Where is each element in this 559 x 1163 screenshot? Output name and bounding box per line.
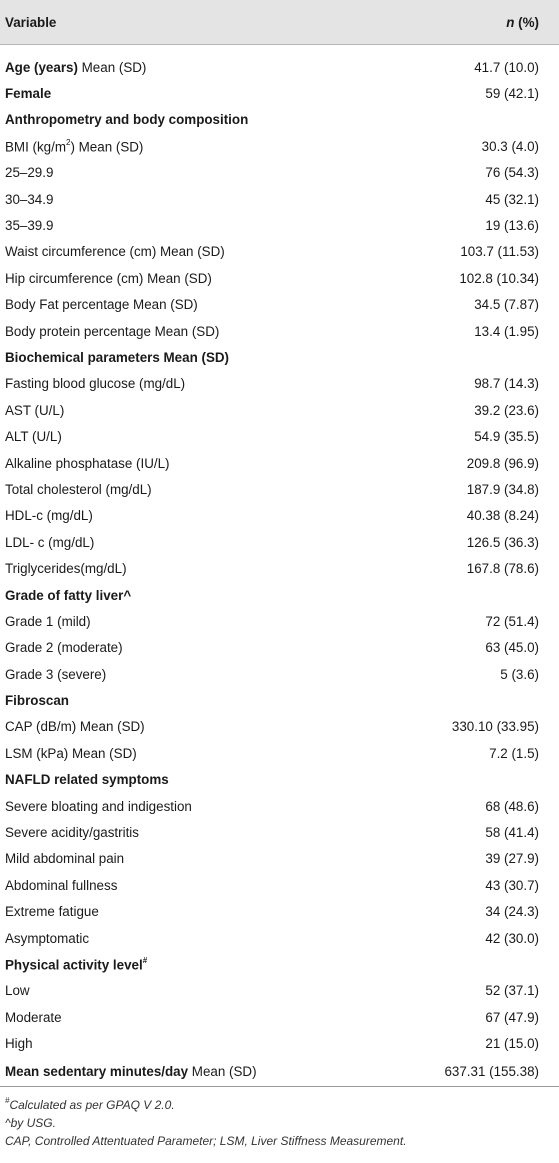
- row-value: 21 (15.0): [485, 1036, 539, 1052]
- row-label: Grade 1 (mild): [5, 613, 91, 629]
- row-label: Mild abdominal pain: [5, 851, 125, 867]
- row-label: Grade of fatty liver^: [5, 587, 132, 603]
- row-label: Fibroscan: [5, 693, 69, 709]
- row-value: 59 (42.1): [485, 86, 539, 102]
- row-value: 637.31 (155.38): [444, 1063, 539, 1079]
- footnote: ^by USG.: [5, 1115, 56, 1130]
- row-label: Total cholesterol (mg/dL): [5, 481, 152, 497]
- row-value: 19 (13.6): [485, 218, 539, 234]
- row-value: 39.2 (23.6): [474, 402, 539, 418]
- table-footnotes: [0, 1087, 559, 1150]
- table-row: [0, 635, 559, 661]
- table-row: [0, 740, 559, 766]
- table-row: [0, 450, 559, 476]
- table-row: [0, 793, 559, 819]
- row-value: 68 (48.6): [485, 798, 539, 814]
- table-row: [0, 529, 559, 555]
- footnote: #Calculated as per GPAQ V 2.0.: [5, 1095, 175, 1112]
- row-value: 43 (30.7): [485, 877, 539, 893]
- row-value: 40.38 (8.24): [466, 508, 539, 524]
- row-label: 35–39.9: [5, 218, 54, 234]
- row-label: AST (U/L): [5, 402, 65, 418]
- row-label: Severe acidity/gastritis: [5, 825, 139, 841]
- row-label: Body Fat percentage Mean (SD): [5, 297, 198, 313]
- row-value: 34 (24.3): [485, 904, 539, 920]
- row-label: Severe bloating and indigestion: [5, 798, 192, 814]
- table-row: [0, 899, 559, 925]
- row-label: Low: [5, 983, 30, 999]
- row-label: ALT (U/L): [5, 429, 62, 445]
- header-variable: Variable: [5, 14, 57, 30]
- row-value: 330.10 (33.95): [451, 719, 539, 735]
- row-label: LSM (kPa) Mean (SD): [5, 745, 137, 761]
- row-value: 72 (51.4): [485, 613, 539, 629]
- table-row: [0, 1004, 559, 1030]
- row-value: 103.7 (11.53): [460, 244, 539, 260]
- row-label: Body protein percentage Mean (SD): [5, 323, 220, 339]
- row-label: NAFLD related symptoms: [5, 772, 169, 788]
- table-row: [0, 714, 559, 740]
- row-label: CAP (dB/m) Mean (SD): [5, 719, 145, 735]
- row-value: 52 (37.1): [485, 983, 539, 999]
- table-row: [0, 186, 559, 212]
- row-label: Grade 2 (moderate): [5, 640, 123, 656]
- row-label: BMI $(kg/m^2)$ Mean (SD): [5, 137, 144, 155]
- table-header: [0, 0, 559, 45]
- table-row: [0, 476, 559, 502]
- row-label: Mean sedentary minutes/day Mean (SD): [5, 1063, 257, 1079]
- row-value: 63 (45.0): [485, 640, 539, 656]
- row-value: 39 (27.9): [485, 851, 539, 867]
- row-label: HDL-c (mg/dL): [5, 508, 93, 524]
- row-value: 30.3 (4.0): [481, 138, 539, 154]
- row-value: 98.7 (14.3): [474, 376, 539, 392]
- table-row: [0, 582, 559, 608]
- row-value: 45 (32.1): [485, 191, 539, 207]
- table-row: [0, 687, 559, 713]
- row-label: Triglycerides(mg/dL): [5, 561, 127, 577]
- row-value: 58 (41.4): [485, 825, 539, 841]
- row-value: 67 (47.9): [485, 1009, 539, 1025]
- row-value: 13.4 (1.95): [474, 323, 539, 339]
- row-label: Grade 3 (severe): [5, 666, 107, 682]
- table-row: [0, 1057, 559, 1087]
- table-row: [0, 978, 559, 1004]
- row-label: LDL- c (mg/dL): [5, 534, 95, 550]
- row-label: Moderate: [5, 1009, 62, 1025]
- table-row: [0, 54, 559, 80]
- table-row: [0, 397, 559, 423]
- row-label: Hip circumference (cm) Mean (SD): [5, 270, 212, 286]
- table-row: [0, 661, 559, 687]
- table-row: [0, 951, 559, 977]
- table-row: [0, 239, 559, 265]
- row-value: 54.9 (35.5): [474, 429, 539, 445]
- table-row: [0, 925, 559, 951]
- row-label: Biochemical parameters Mean (SD): [5, 349, 229, 365]
- row-label: Abdominal fullness: [5, 877, 118, 893]
- row-label: 25–29.9: [5, 165, 54, 181]
- row-value: 167.8 (78.6): [466, 561, 539, 577]
- row-label: Anthropometry and body composition: [5, 112, 249, 128]
- table-row: [0, 107, 559, 133]
- table-row: [0, 1030, 559, 1056]
- row-label: Asymptomatic: [5, 930, 90, 946]
- table-row: [0, 608, 559, 634]
- row-label: Extreme fatigue: [5, 904, 99, 920]
- table-row: [0, 767, 559, 793]
- row-label: 30–34.9: [5, 191, 54, 207]
- table-row: [0, 371, 559, 397]
- table-row: [0, 344, 559, 370]
- table-row: [0, 292, 559, 318]
- row-label: Physical activity level#: [5, 955, 148, 973]
- table-body: [0, 54, 559, 1087]
- table-row: [0, 846, 559, 872]
- table-row: [0, 80, 559, 106]
- table-row: [0, 160, 559, 186]
- table-row: [0, 133, 559, 159]
- row-value: 42 (30.0): [485, 930, 539, 946]
- row-value: 76 (54.3): [485, 165, 539, 181]
- row-label: Alkaline phosphatase (IU/L): [5, 455, 170, 471]
- footnote: CAP, Controlled Attentuated Parameter; LSM, Liver Stiffness Measurement.: [5, 1133, 407, 1148]
- row-value: 41.7 (10.0): [474, 59, 539, 75]
- row-value: 5 (3.6): [500, 666, 539, 682]
- table-row: [0, 212, 559, 238]
- row-value: 187.9 (34.8): [466, 481, 539, 497]
- table-row: [0, 318, 559, 344]
- table-row: [0, 872, 559, 898]
- row-value: 126.5 (36.3): [466, 534, 539, 550]
- table-row: [0, 555, 559, 581]
- row-label: Age (years) Mean (SD): [5, 59, 147, 75]
- row-value: 102.8 (10.34): [459, 270, 539, 286]
- row-label: Fasting blood glucose (mg/dL): [5, 376, 186, 392]
- table-row: [0, 503, 559, 529]
- table-row: [0, 819, 559, 845]
- row-value: 34.5 (7.87): [474, 297, 539, 313]
- row-label: High: [5, 1036, 33, 1052]
- table-row: [0, 423, 559, 449]
- row-value: 209.8 (96.9): [466, 455, 539, 471]
- row-label: Female: [5, 86, 52, 102]
- row-value: 7.2 (1.5): [489, 745, 539, 761]
- header-n-percent: n (%): [506, 14, 539, 30]
- table-row: [0, 265, 559, 291]
- row-label: Waist circumference (cm) Mean (SD): [5, 244, 225, 260]
